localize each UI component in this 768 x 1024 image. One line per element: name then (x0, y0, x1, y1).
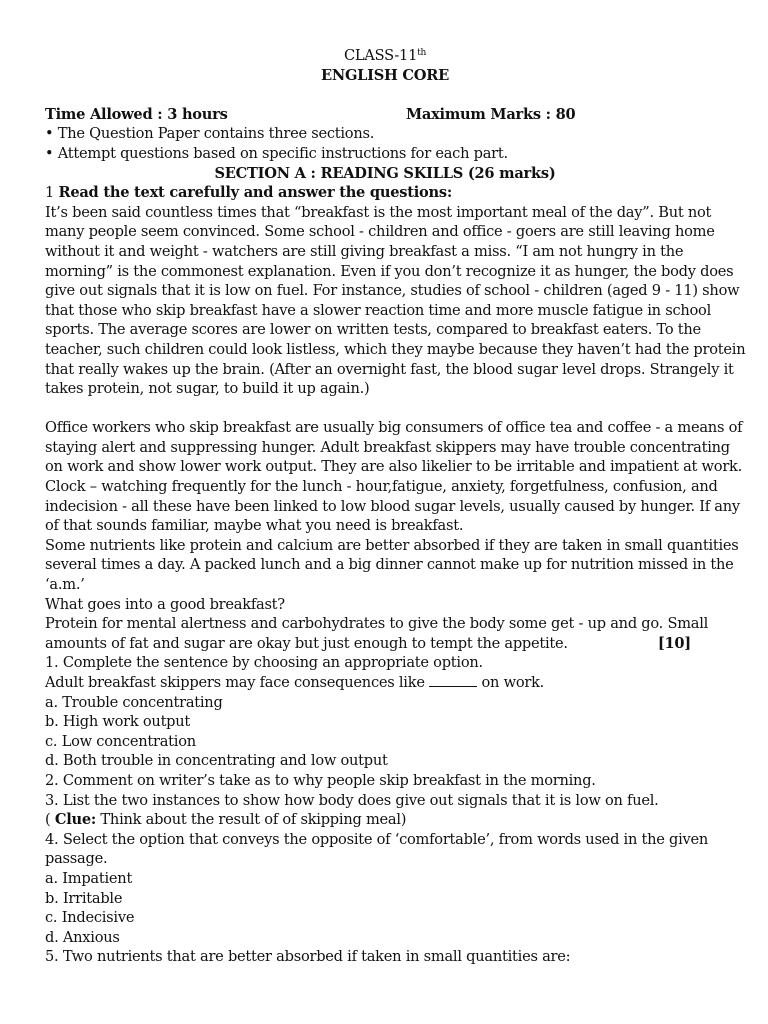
time-allowed: Time Allowed : 3 hours (45, 105, 228, 123)
passage-line: sports. The average scores are lower on written tests, compared to breakfast eaters. To the (45, 321, 701, 339)
passage-line: staying alert and suppressing hunger. Adult breakfast skippers may have trouble concentrating (45, 438, 730, 456)
marks-badge: [10] (657, 634, 691, 652)
option-item: a. Trouble concentrating (45, 693, 223, 711)
time-marks-row (45, 105, 725, 125)
passage-line: Some nutrients like protein and calcium are better absorbed if they are taken in small quantities (45, 536, 739, 554)
passage-line: indecision - all these have been linked to low blood sugar levels, usually caused by hunger. If any (45, 497, 740, 515)
passage-line: ‘a.m.’ (45, 576, 85, 594)
passage-line: many people seem convinced. Some school - children and office - goers are still leaving home (45, 223, 715, 241)
answer-blank (429, 674, 477, 687)
section-a-title: SECTION A : READING SKILLS (26 marks) (214, 164, 556, 182)
option-item: a. Impatient (45, 869, 133, 887)
passage-line: Protein for mental alertness and carbohydrates to give the body some get - up and go. Small (45, 615, 709, 633)
question-4-cont: passage. (45, 850, 108, 868)
question-1-stem (45, 673, 725, 693)
class-superscript: th (417, 48, 427, 58)
question-number: 1 (45, 184, 55, 202)
clue-open: ( (45, 811, 55, 829)
passage-line: that those who skip breakfast have a slower reaction time and more muscle fatigue in school (45, 301, 712, 319)
passage-line: morning” is the commonest explanation. Even if you don’t recognize it as hunger, the body does (45, 262, 734, 280)
class-label: CLASS-11 (343, 47, 418, 64)
questions-block (45, 653, 725, 967)
passage-paragraph-1 (45, 203, 746, 399)
instruction-item: • Attempt questions based on specific instructions for each part. (45, 144, 508, 162)
question-3-clue (45, 810, 725, 830)
maximum-marks: Maximum Marks : 80 (406, 105, 576, 123)
question-3: 3. List the two instances to show how body does give out signals that it is low on fuel. (45, 791, 659, 809)
option-item: c. Low concentration (45, 732, 196, 750)
passage-line: teacher, such children could look listless, which they maybe because they haven’t had the protein (45, 340, 746, 358)
option-item: b. High work output (45, 713, 191, 731)
option-item: d. Both trouble in concentrating and low output (45, 752, 388, 770)
passage-line: amounts of fat and sugar are okay but just enough to tempt the appetite. (45, 634, 568, 652)
clue-label: Clue: (54, 811, 97, 829)
passage-line: that really wakes up the brain. (After an overnight fast, the blood sugar level drops. Strangely it (45, 360, 734, 378)
passage-line: give out signals that it is low on fuel. For instance, studies of school - children (aged 9 - 11) show (45, 282, 740, 300)
passage-line: What goes into a good breakfast? (45, 595, 285, 613)
option-item: d. Anxious (45, 928, 120, 946)
question-paper-page (45, 46, 746, 967)
question-instruction: Read the text carefully and answer the questions: (58, 184, 452, 202)
spacer (45, 85, 725, 105)
passage-line: without it and weight - watchers are still giving breakfast a miss. “I am not hungry in the (45, 242, 684, 260)
question-4: 4. Select the option that conveys the opposite of ‘comfortable’, from words used in the given (45, 830, 709, 848)
option-item: b. Irritable (45, 889, 123, 907)
passage-line: several times a day. A packed lunch and a big dinner cannot make up for nutrition missed in the (45, 556, 734, 574)
passage-line: of that sounds familiar, maybe what you need is breakfast. (45, 517, 464, 535)
passage-line: takes protein, not sugar, to build it up again.) (45, 380, 370, 398)
question-5: 5. Two nutrients that are better absorbed if taken in small quantities are: (45, 948, 571, 966)
passage-line: It’s been said countless times that “breakfast is the most important meal of the day”. But not (45, 203, 712, 221)
instruction-item: • The Question Paper contains three sections. (45, 125, 375, 143)
spacer (45, 399, 725, 419)
passage-line: Clock – watching frequently for the lunch - hour,fatigue, anxiety, forgetfulness, confusion, and (45, 478, 718, 496)
passage-line: Office workers who skip breakfast are usually big consumers of office tea and coffee - a means of (45, 419, 743, 437)
passage-line: on work and show lower work output. They are also likelier to be irritable and impatient at work. (45, 458, 743, 476)
passage-paragraph-2 (45, 418, 743, 653)
question-1-heading (45, 183, 725, 203)
clue-text: Think about the result of of skipping meal) (96, 811, 407, 829)
question-1: 1. Complete the sentence by choosing an appropriate option. (45, 654, 483, 672)
stem-text: Adult breakfast skippers may face consequences like (45, 674, 425, 691)
passage-last-line (45, 634, 725, 654)
option-item: c. Indecisive (45, 909, 135, 927)
question-2: 2. Comment on writer’s take as to why people skip breakfast in the morning. (45, 771, 596, 789)
stem-text-end: on work. (477, 674, 545, 691)
subject-heading: ENGLISH CORE (320, 66, 449, 84)
class-heading (45, 46, 725, 66)
